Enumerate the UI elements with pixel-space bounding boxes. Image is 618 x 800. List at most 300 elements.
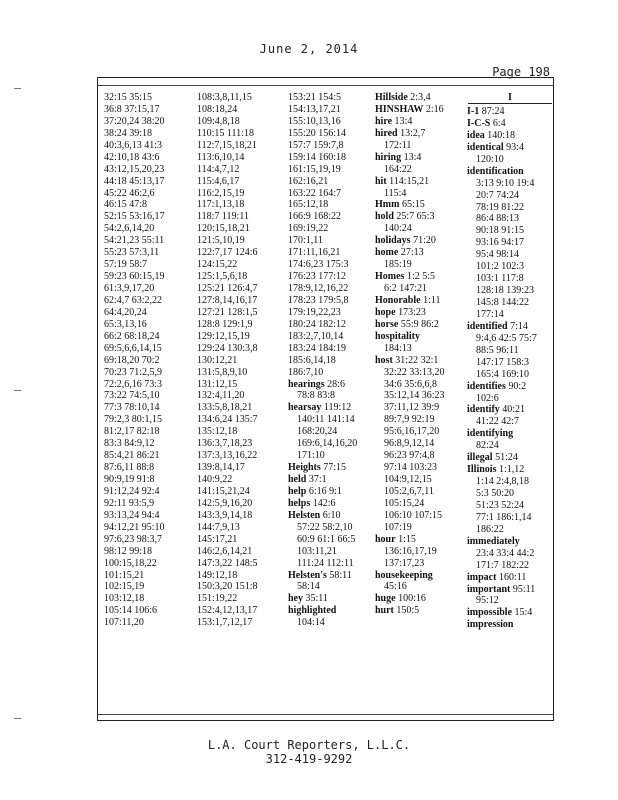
- index-entry: [288, 474, 357, 486]
- index-term: Illinois: [467, 464, 497, 476]
- index-entry: [288, 462, 357, 474]
- index-term: impossible: [467, 607, 513, 619]
- index-reference: 105:14 106:6: [104, 605, 158, 617]
- index-term: huge: [375, 593, 396, 605]
- index-reference: 100:15,18,22: [104, 557, 157, 569]
- index-reference: 157:7 159:7,8: [288, 139, 344, 151]
- index-reference: 119:12: [321, 402, 352, 414]
- index-entry: [467, 584, 537, 596]
- index-term: HINSHAW: [375, 103, 424, 115]
- index-reference: 2:16: [423, 103, 444, 115]
- index-reference: 166:9 168:22: [288, 211, 342, 223]
- index-reference: 160:11: [496, 571, 527, 583]
- index-reference: 150:5: [393, 605, 420, 617]
- index-reference: 179:19,22,23: [288, 306, 341, 318]
- index-term: hospitality: [375, 330, 421, 342]
- index-term: housekeeping: [375, 569, 433, 581]
- index-entry: [467, 118, 537, 130]
- index-reference: 105:15,24: [384, 497, 425, 509]
- index-reference: 105:2,6,7,11: [384, 485, 434, 497]
- index-reference: 96:23 97:4,8: [384, 450, 435, 462]
- index-term: idea: [467, 129, 485, 141]
- index-reference: 77:3 78:10,14: [104, 402, 160, 414]
- index-reference: 139:8,14,17: [197, 462, 245, 474]
- index-term: hired: [375, 127, 398, 139]
- index-reference: 69:18,20 70:2: [104, 354, 160, 366]
- index-reference: 41:22 42:7: [476, 416, 520, 428]
- index-entry: [375, 104, 445, 116]
- margin-mark: [14, 390, 21, 391]
- index-reference: 51:24: [492, 452, 518, 464]
- index-reference: 177:14: [476, 308, 504, 320]
- index-reference: 89:7,9 92:19: [384, 414, 435, 426]
- index-reference: 183:2,7,10,14: [288, 330, 344, 342]
- index-reference: 101:15,21: [104, 569, 145, 581]
- index-column-1: [104, 92, 165, 629]
- index-reference: 124:15,22: [197, 259, 238, 271]
- index-reference: 85:4,21 86:21: [104, 450, 160, 462]
- index-reference: 87:24: [479, 106, 505, 117]
- index-reference: 57:22 58:2,10: [297, 521, 353, 533]
- index-reference: 87:6,11 88:8: [104, 462, 155, 474]
- index-term: holidays: [375, 235, 411, 247]
- index-reference: 13:2,7: [397, 127, 426, 139]
- index-reference: 79:2,3 80:1,15: [104, 414, 163, 426]
- index-reference: 111:24 112:11: [297, 557, 354, 569]
- index-reference: 136:3,7,18,23: [197, 438, 253, 450]
- index-reference: 96:8,9,12,14: [384, 438, 435, 450]
- index-reference: 140:9,22: [197, 474, 233, 485]
- index-reference: 90:9,19 91:8: [104, 474, 155, 485]
- index-reference: 7:14: [507, 320, 528, 332]
- index-reference: 141:15,21,24: [197, 485, 250, 497]
- index-reference: 2:3,4: [407, 92, 431, 103]
- index-reference: 173:23: [395, 306, 426, 318]
- index-term: Homes: [375, 271, 405, 283]
- index-reference: 55:23 57:3,11: [104, 247, 160, 259]
- index-reference: 132:4,11,20: [197, 390, 245, 402]
- index-reference: 59:23 60:15,19: [104, 271, 165, 283]
- index-entry: [375, 128, 445, 140]
- index-reference: 51:23 52:24: [476, 499, 525, 511]
- index-reference: 186:7,10: [288, 366, 324, 378]
- index-term: Hmm: [375, 199, 400, 211]
- index-reference: 70:23 71:2,5,9: [104, 366, 163, 378]
- index-reference: 163:22 164:7: [288, 187, 342, 199]
- index-entry: [467, 166, 537, 178]
- index-reference: 28:6: [324, 378, 345, 390]
- index-term: hope: [375, 306, 396, 318]
- index-entry: [375, 319, 445, 331]
- index-reference: 149:12,18: [197, 569, 238, 581]
- index-reference: 32:22 33:13,20: [384, 366, 445, 378]
- index-reference: 86:4 88:13: [476, 213, 520, 225]
- index-reference: 15:4: [512, 607, 533, 619]
- index-reference: 155:20 156:14: [288, 127, 347, 139]
- index-reference: 78:19 81:22: [476, 201, 525, 213]
- index-term: horse: [375, 318, 399, 330]
- index-term: Heights: [288, 462, 321, 474]
- index-reference: 122:7,17 124:6: [197, 247, 258, 259]
- index-reference: 127:8,14,16,17: [197, 294, 258, 306]
- index-reference: 9:4,6 42:5 75:7: [476, 332, 537, 344]
- index-entry: [375, 307, 445, 319]
- index-reference: 140:18: [484, 129, 516, 141]
- index-reference: 128:8 129:1,9: [197, 318, 253, 330]
- index-entry: [467, 381, 537, 393]
- index-reference: 127:21 128:1,5: [197, 306, 258, 318]
- index-reference: 172:11: [384, 139, 412, 151]
- index-reference: 103:11,21: [297, 545, 337, 557]
- index-term: hour: [375, 533, 396, 545]
- index-term: I-C-S: [467, 117, 491, 129]
- index-entry: [288, 498, 357, 510]
- index-term: Honorable: [375, 294, 421, 306]
- index-reference: 13:4: [392, 115, 413, 127]
- index-reference: 109:4,8,18: [197, 115, 240, 127]
- index-entry: [375, 116, 445, 128]
- index-reference: 62:4,7 63:2,22: [104, 294, 163, 306]
- index-reference: 183:24 184:19: [288, 342, 347, 354]
- index-term: impression: [467, 619, 514, 631]
- index-reference: 130:12,21: [197, 354, 238, 366]
- index-reference: 1:2 5:5: [404, 271, 436, 283]
- index-term: hurt: [375, 605, 394, 617]
- transcript-date: June 2, 2014: [259, 42, 359, 56]
- index-reference: 107:11,20: [104, 617, 144, 629]
- index-reference: 168:20,24: [297, 426, 338, 438]
- index-reference: 58:14: [297, 581, 320, 593]
- index-reference: 91:12,24 92:4: [104, 485, 160, 497]
- index-term: Helsten's: [288, 569, 327, 581]
- index-term: host: [375, 354, 393, 366]
- index-reference: 115:4,6,17: [197, 175, 240, 187]
- index-term: hire: [375, 115, 393, 127]
- index-reference: 95:11: [510, 583, 536, 595]
- footer: [0, 738, 618, 766]
- index-entry: [375, 355, 445, 367]
- index-reference: 45:16: [384, 581, 407, 593]
- index-reference: 137:17,23: [384, 557, 425, 569]
- index-reference: 35:12,14 36:23: [384, 390, 445, 402]
- index-reference: 77:15: [320, 462, 347, 474]
- index-reference: 6:2 147:21: [384, 283, 428, 294]
- index-reference: 54:2,6,14,20: [104, 223, 155, 235]
- index-reference: 102:6: [476, 392, 499, 404]
- index-reference: 153:21 154:5: [288, 92, 342, 103]
- index-reference: 121:5,10,19: [197, 235, 245, 247]
- index-entry: [288, 593, 357, 605]
- index-reference: 103:1 117:8: [476, 273, 524, 285]
- index-reference: 137:3,13,16,22: [197, 450, 258, 462]
- index-reference: 35:11: [303, 593, 328, 605]
- index-entry: [288, 379, 357, 391]
- index-term: Helsten: [288, 509, 321, 521]
- index-entry: [288, 402, 357, 414]
- index-reference: 37:11,12 39:9: [384, 402, 440, 414]
- index-reference: 186:22: [476, 523, 504, 535]
- index-entry: [288, 605, 357, 617]
- index-reference: 145:8 144:22: [476, 297, 530, 308]
- index-reference: 40:21: [499, 404, 526, 416]
- index-reference: 20:7 74:24: [476, 189, 520, 201]
- margin-mark: [14, 718, 21, 719]
- index-reference: 108:3,8,11,15: [197, 92, 252, 103]
- index-reference: 125:21 126:4,7: [197, 283, 258, 294]
- reporter-phone: 312-419-9292: [265, 752, 353, 766]
- index-entry: [467, 619, 537, 631]
- index-entry: [467, 607, 537, 619]
- index-term: hearings: [288, 378, 325, 390]
- index-reference: 140:24: [384, 223, 412, 235]
- index-reference: 144:7,9,13: [197, 521, 240, 533]
- index-reference: 77:1 186:1,14: [476, 511, 532, 523]
- index-reference: 120:10: [476, 153, 504, 165]
- index-entry: [375, 605, 445, 617]
- index-reference: 113:6,10,14: [197, 151, 245, 163]
- index-reference: 117:1,13,18: [197, 199, 245, 211]
- reporter-firm: L.A. Court Reporters, L.L.C.: [207, 738, 411, 752]
- index-reference: 178:9,12,16,22: [288, 283, 349, 294]
- index-reference: 93:13,24 94:4: [104, 509, 160, 521]
- index-reference: 5:3 50:20: [476, 488, 515, 499]
- index-reference: 171:11,16,21: [288, 247, 341, 259]
- index-reference: 147:3,22 148:5: [197, 557, 258, 569]
- index-reference: 103:12,18: [104, 593, 145, 605]
- index-reference: 142:6: [310, 497, 336, 509]
- index-term: hearsay: [288, 402, 322, 414]
- index-reference: 164:22: [384, 163, 412, 175]
- index-entry: [375, 211, 445, 223]
- index-reference: 140:11 141:14: [297, 414, 355, 426]
- index-reference: 81:2,17 82:18: [104, 426, 160, 438]
- index-reference: 90:18 91:15: [476, 225, 525, 237]
- index-entry: [375, 235, 445, 247]
- index-reference: 112:7,15,18,21: [197, 139, 257, 151]
- index-reference: 97:6,23 98:3,7: [104, 533, 163, 545]
- index-entry: [467, 464, 537, 476]
- index-reference: 114:15,21: [386, 175, 430, 187]
- index-reference: 45:22 46:2,6: [104, 187, 155, 199]
- index-reference: 114:4,7,12: [197, 163, 240, 175]
- margin-mark: [14, 88, 21, 89]
- index-column-5: [467, 106, 537, 631]
- index-reference: 115:4: [384, 187, 407, 199]
- top-rule: [97, 85, 554, 86]
- index-reference: 100:16: [395, 593, 426, 605]
- index-entry: [375, 271, 445, 283]
- index-reference: 6:4: [490, 117, 506, 129]
- index-term: identify: [467, 404, 500, 416]
- index-term: important: [467, 583, 511, 595]
- index-term: impact: [467, 571, 497, 583]
- index-term: identified: [467, 320, 508, 332]
- index-reference: 55:9 86:2: [398, 318, 439, 330]
- index-reference: 169:6,14,16,20: [297, 438, 358, 450]
- index-reference: 128:18 139:23: [476, 285, 535, 297]
- index-reference: 129:12,15,19: [197, 330, 250, 342]
- index-entry: [375, 534, 445, 546]
- index-entry: [375, 593, 445, 605]
- index-term: hiring: [375, 151, 402, 163]
- index-reference: 147:17 158:3: [476, 356, 530, 368]
- index-reference: 83:3 84:9,12: [104, 438, 155, 450]
- index-reference: 165:12,18: [288, 199, 329, 211]
- index-entry: [467, 321, 537, 333]
- index-term: I-1: [467, 106, 480, 117]
- index-entry: [375, 295, 445, 307]
- index-reference: 106:10 107:15: [384, 509, 443, 521]
- index-entry: [375, 331, 445, 343]
- index-reference: 185:6,14,18: [288, 354, 336, 366]
- index-reference: 176:23 177:12: [288, 271, 347, 283]
- index-entry: [288, 486, 357, 498]
- index-column-4: [375, 92, 445, 617]
- index-reference: 184:13: [384, 342, 412, 354]
- index-reference: 82:24: [476, 440, 499, 452]
- index-reference: 57:19 58:7: [104, 259, 148, 271]
- index-term: identifying: [467, 428, 514, 440]
- index-entry: [467, 536, 537, 548]
- index-entry: [467, 106, 537, 118]
- index-reference: 129:24 130:3,8: [197, 342, 258, 354]
- index-reference: 38:24 39:18: [104, 127, 153, 139]
- index-reference: 142:5,9,16,20: [197, 497, 253, 509]
- index-reference: 133:5,8,18,21: [197, 402, 253, 414]
- index-reference: 97:14 103:23: [384, 462, 438, 474]
- index-reference: 98:12 99:18: [104, 545, 153, 557]
- index-reference: 66:2 68:18,24: [104, 330, 160, 342]
- index-reference: 71:20: [410, 235, 436, 247]
- index-reference: 136:16,17,19: [384, 545, 437, 557]
- index-reference: 174:6,23 175:3: [288, 259, 349, 271]
- index-reference: 73:22 74:5,10: [104, 390, 160, 402]
- index-reference: 95:6,16,17,20: [384, 426, 440, 438]
- index-reference: 37:20,24 38:20: [104, 115, 165, 127]
- index-term: help: [288, 485, 307, 497]
- index-reference: 65:3,13,16: [104, 318, 147, 330]
- index-reference: 32:15 35:15: [104, 92, 153, 103]
- index-reference: 25:7 65:3: [393, 211, 435, 223]
- index-term: hey: [288, 593, 303, 605]
- index-reference: 34:6 35:6,6,8: [384, 378, 438, 390]
- index-reference: 116:2,15,19: [197, 187, 245, 199]
- index-reference: 61:3,9,17,20: [104, 283, 155, 294]
- index-reference: 143:3,9,14,18: [197, 509, 253, 521]
- index-entry: [288, 570, 357, 582]
- index-term: identification: [467, 165, 524, 177]
- index-entry: [375, 152, 445, 164]
- index-reference: 3:13 9:10 19:4: [476, 177, 535, 189]
- index-reference: 42:10,18 43:6: [104, 151, 160, 163]
- index-reference: 120:15,18,21: [197, 223, 250, 235]
- index-reference: 178:23 179:5,8: [288, 294, 349, 306]
- index-reference: 78:8 83:8: [297, 390, 336, 402]
- index-reference: 108:18,24: [197, 103, 238, 115]
- index-reference: 23:4 33:4 44:2: [476, 547, 535, 559]
- index-reference: 171:10: [297, 450, 325, 462]
- index-term: immediately: [467, 535, 520, 547]
- index-reference: 27:13: [398, 247, 424, 259]
- index-entry: [467, 452, 537, 464]
- index-reference: 104:14: [297, 617, 325, 629]
- index-reference: 165:4 169:10: [476, 368, 530, 380]
- index-reference: 1:11: [420, 294, 441, 306]
- index-entry: [467, 428, 537, 440]
- index-reference: 131:5,8,9,10: [197, 366, 248, 378]
- index-reference: 162:16,21: [288, 175, 329, 187]
- index-reference: 65:15: [399, 199, 425, 211]
- index-reference: 69:5,6,6,14,15: [104, 342, 162, 354]
- index-reference: 161:15,19,19: [288, 163, 341, 175]
- index-term: identical: [467, 141, 504, 153]
- index-reference: 6:10: [320, 509, 341, 521]
- index-reference: 60:9 61:1 66:5: [297, 533, 356, 545]
- index-reference: 72:2,6,16 73:3: [104, 378, 163, 390]
- index-reference: 94:12,21 95:10: [104, 521, 165, 533]
- index-reference: 13:4: [401, 151, 422, 163]
- index-reference: 171:7 182:22: [476, 559, 530, 571]
- index-term: illegal: [467, 452, 493, 464]
- index-entry: [467, 572, 537, 584]
- index-reference: 169:19,22: [288, 223, 329, 235]
- index-reference: 43:12,15,20,23: [104, 163, 165, 175]
- index-reference: 150:3,20 151:8: [197, 581, 258, 593]
- index-reference: 155:10,13,16: [288, 115, 341, 127]
- index-reference: 46:15 47:8: [104, 199, 148, 211]
- index-reference: 118:7 119:11: [197, 211, 249, 223]
- index-entry: [467, 404, 537, 416]
- index-column-2: [197, 92, 258, 629]
- index-reference: 88:5 96:11: [476, 344, 519, 356]
- index-reference: 37:1: [306, 474, 327, 485]
- index-reference: 1:15: [395, 533, 416, 545]
- index-entry: [375, 570, 445, 582]
- index-entry: [375, 199, 445, 211]
- index-reference: 90:2: [505, 380, 527, 392]
- index-reference: 125:1,5,6,18: [197, 271, 248, 283]
- index-term: highlighted: [288, 605, 337, 617]
- index-reference: 146:2,6,14,21: [197, 545, 253, 557]
- index-reference: 153:1,7,12,17: [197, 617, 253, 629]
- index-term: home: [375, 247, 399, 259]
- index-reference: 102:15,19: [104, 581, 145, 593]
- index-reference: 101:2 102:3: [476, 261, 525, 273]
- index-column-3: [288, 92, 357, 629]
- index-reference: 92:11 93:5,9: [104, 497, 155, 509]
- index-reference: 104:9,12,15: [384, 474, 432, 485]
- index-reference: 107:19: [384, 521, 412, 533]
- index-entry: [467, 130, 537, 142]
- index-reference: 135:12,18: [197, 426, 238, 438]
- index-reference: 185:19: [384, 259, 412, 271]
- index-entry: [288, 510, 357, 522]
- index-term: Hillside: [375, 92, 408, 103]
- index-reference: 54:21,23 55:11: [104, 235, 165, 247]
- index-reference: 64:4,20,24: [104, 306, 147, 318]
- index-reference: 1:1,12: [496, 464, 525, 476]
- index-term: identifies: [467, 380, 506, 392]
- index-entry: [375, 92, 445, 104]
- index-reference: 52:15 53:16,17: [104, 211, 165, 223]
- index-reference: 145:17,21: [197, 533, 238, 545]
- index-reference: 159:14 160:18: [288, 151, 347, 163]
- index-entry: [467, 142, 537, 154]
- index-reference: 152:4,12,13,17: [197, 605, 258, 617]
- index-term: held: [288, 474, 307, 485]
- index-entry: [375, 247, 445, 259]
- index-reference: 58:11: [326, 569, 352, 581]
